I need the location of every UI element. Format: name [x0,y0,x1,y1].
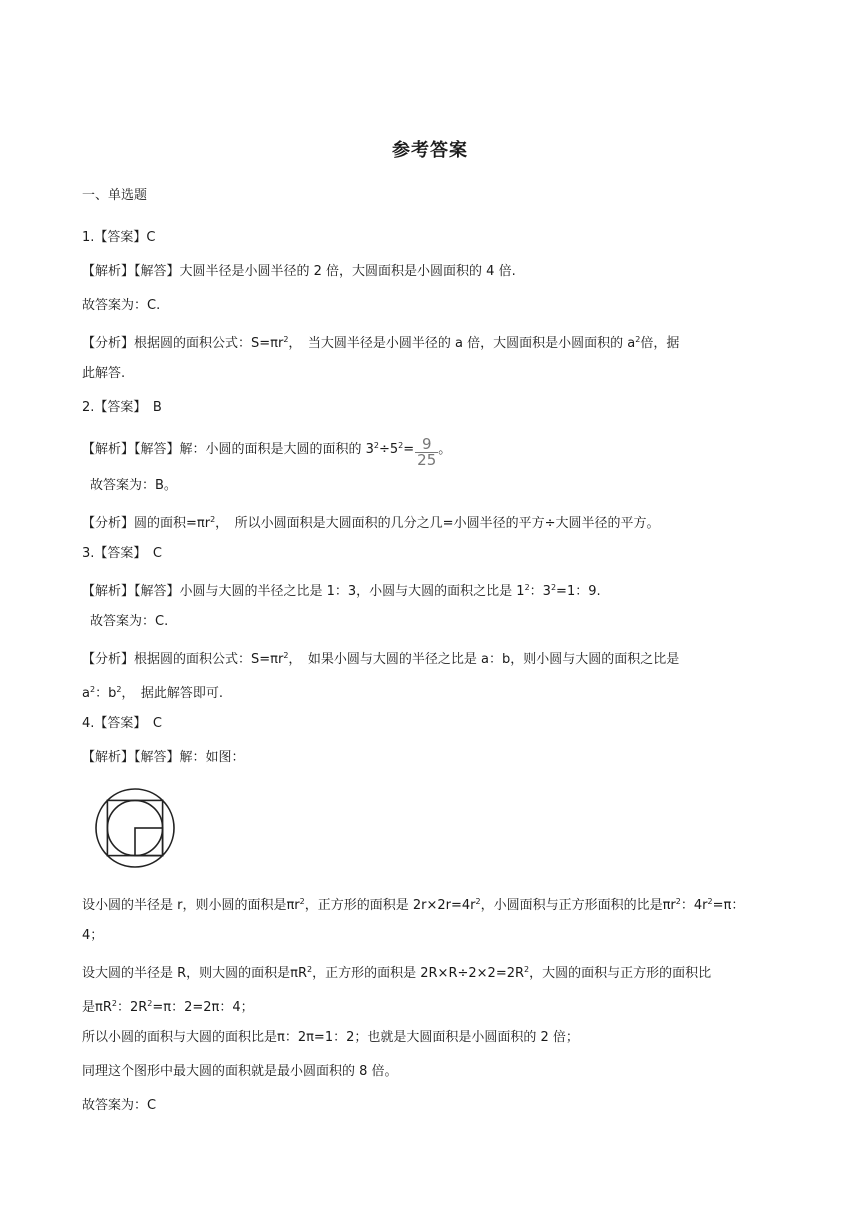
q4-text: ，大圆的面积与正方形的面积比 [529,966,712,981]
q2-analysis-part: 。 [438,442,452,457]
q2-analysis-part: ÷5 [379,442,399,457]
q4-answer: 4.【答案】 C [82,716,162,731]
q1-conclusion: 故答案为：C. [82,298,161,313]
superscript: 2 [475,897,481,906]
q4-paragraph-2-cont [82,994,254,1018]
q4-conclusion: 故答案为：C [82,1098,157,1113]
q4-text: ，小圆面积与正方形面积的比是πr [480,898,676,913]
q3-note-cont [82,680,223,704]
q3-note [82,646,679,670]
q4-text: ：2R [116,1000,148,1015]
superscript: 2 [398,441,404,450]
superscript: 2 [373,441,379,450]
q2-analysis-part: 【解析】【解答】解：小圆的面积是大圆的面积的 3 [82,442,374,457]
q2-answer: 2.【答案】 B [82,400,162,415]
superscript: 2 [524,965,530,974]
q4-text: ，正方形的面积是 2R×R÷2×2=2R [312,966,525,981]
q4-text: 是πR [82,1000,112,1015]
q3-answer: 3.【答案】 C [82,546,162,561]
q1-note [82,330,679,354]
q1-note-part: 【分析】根据圆的面积公式：S=πr [82,336,284,351]
superscript: 2 [524,583,530,592]
superscript: 2 [550,583,557,592]
q2-note [82,510,659,534]
q4-analysis: 【解析】【解答】解：如图： [82,750,245,765]
superscript: 2 [307,965,313,974]
page-title: 参考答案 [392,140,468,161]
superscript: 2 [283,651,289,660]
q1-answer: 1.【答案】C [82,230,156,245]
q3-analysis [82,578,601,602]
q4-paragraph-4: 同理这个图形中最大圆的面积就是最小圆面积的 8 倍。 [82,1064,398,1079]
q4-paragraph-1 [82,892,744,916]
q2-analysis [82,436,451,468]
superscript: 2 [635,335,641,344]
q3-note-part: ：b [95,686,117,701]
q4-paragraph-1-cont: 4； [82,928,104,943]
q2-note-part: 【分析】圆的面积=πr [82,516,211,531]
superscript: 2 [111,999,117,1008]
q3-conclusion: 故答案为：C. [90,614,169,629]
superscript: 2 [707,897,713,906]
q1-analysis: 【解析】【解答】大圆半径是小圆半径的 2 倍，大圆面积是小圆面积的 4 倍. [82,264,516,279]
q4-text: ：4r [680,898,708,913]
superscript: 2 [299,897,305,906]
q1-note-cont: 此解答. [82,366,126,381]
fraction-numerator: 9 [421,435,432,453]
q2-conclusion: 故答案为：B。 [90,478,177,493]
superscript: 2 [116,685,122,694]
q4-text: =π：2=2π：4； [152,1000,254,1015]
q3-analysis-part: =1：9. [556,584,601,599]
q4-paragraph-3: 所以小圆的面积与大圆的面积比是π：2π=1：2；也就是大圆面积是小圆面积的 2 倍； [82,1030,579,1045]
q3-analysis-part: ：3 [529,584,551,599]
q4-text: ，正方形的面积是 2r×2r=4r [304,898,476,913]
q4-text: 设小圆的半径是 r，则小圆的面积是πr [82,898,300,913]
q4-text: =π： [712,898,745,913]
superscript: 2 [210,515,216,524]
q1-note-part: 倍，据 [640,336,680,351]
q2-analysis-part: = [403,442,415,457]
circle-square-diagram [93,786,177,870]
q4-text: 设大圆的半径是 R，则大圆的面积是πR [82,966,308,981]
fraction-denominator: 25 [417,451,437,469]
fraction [415,437,438,468]
section-heading: 一、单选题 [82,188,148,203]
q3-note-part: ， 据此解答即可. [121,686,224,701]
q4-paragraph-2 [82,960,711,984]
q3-analysis-part: 【解析】【解答】小圆与大圆的半径之比是 1：3，小圆与大圆的面积之比是 1 [82,584,525,599]
q2-note-part: ， 所以小圆面积是大圆面积的几分之几=小圆半径的平方÷大圆半径的平方。 [215,516,660,531]
q3-note-part: ， 如果小圆与大圆的半径之比是 a：b，则小圆与大圆的面积之比是 [288,652,680,667]
q1-note-part: ， 当大圆半径是小圆半径的 a 倍，大圆面积是小圆面积的 a [288,336,636,351]
superscript: 2 [147,999,153,1008]
superscript: 2 [89,685,96,694]
q3-note-part: a [82,686,90,701]
superscript: 2 [675,897,681,906]
q3-note-part: 【分析】根据圆的面积公式：S=πr [82,652,284,667]
superscript: 2 [283,335,289,344]
